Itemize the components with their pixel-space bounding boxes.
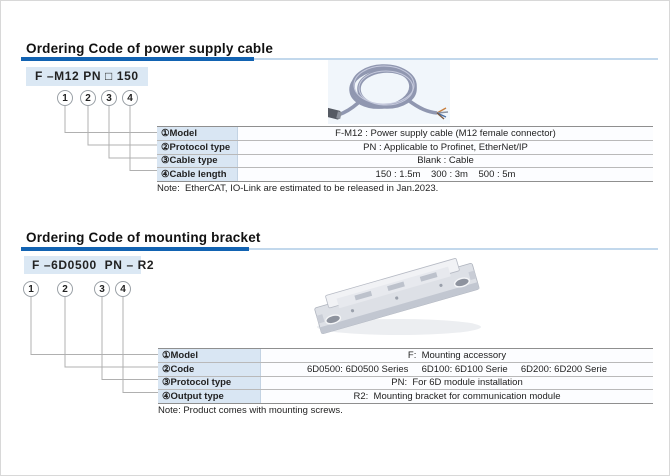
row-label: ④Cable length — [157, 168, 238, 181]
spec-table-bracket — [158, 348, 653, 404]
section-title-mounting-bracket: Ordering Code of mounting bracket — [26, 230, 261, 245]
row-value: 6D0500: 6D0500 Series 6D100: 6D100 Serie 6D200: 6D200 Serie — [307, 363, 607, 375]
ordering-code-box-bracket: F –6D0500 PN – R2 — [24, 256, 141, 274]
callout-circle-1: 1 — [23, 281, 39, 297]
callout-circle-4: 4 — [122, 90, 138, 106]
row-label: ④Output type — [158, 390, 261, 403]
row-label: ①Model — [157, 127, 238, 140]
power-supply-cable-image — [328, 60, 450, 124]
table-row — [158, 389, 653, 403]
row-label: ①Model — [158, 349, 261, 362]
mounting-bracket-image — [299, 255, 495, 343]
callout-circle-2: 2 — [80, 90, 96, 106]
table-row — [157, 154, 653, 168]
spec-table-cable — [157, 126, 653, 182]
table-row — [158, 376, 653, 390]
row-value: PN : Applicable to Profinet, EtherNet/IP — [363, 141, 528, 153]
callout-circle-4: 4 — [115, 281, 131, 297]
table-row — [157, 167, 653, 181]
callout-circle-3: 3 — [94, 281, 110, 297]
title-rule-light — [254, 58, 658, 60]
table-row — [157, 140, 653, 154]
callout-circle-2: 2 — [57, 281, 73, 297]
row-label: ②Code — [158, 363, 261, 376]
row-label: ②Protocol type — [157, 141, 238, 154]
title-rule-blue — [21, 247, 249, 251]
row-value: F: Mounting accessory — [407, 349, 507, 361]
ordering-code-box-cable: F –M12 PN □ 150 — [26, 67, 148, 86]
row-label: ③Cable type — [157, 155, 238, 168]
row-value: PN: For 6D module installation — [391, 377, 523, 389]
note-bracket: Note: Product comes with mounting screws. — [158, 405, 343, 416]
section-title-power-cable: Ordering Code of power supply cable — [26, 41, 274, 56]
callout-circle-1: 1 — [57, 90, 73, 106]
row-value: Blank : Cable — [417, 155, 474, 167]
title-rule-blue — [21, 57, 254, 61]
note-cable: Note: EtherCAT, IO-Link are estimated to be released in Jan.2023. — [157, 183, 439, 194]
row-value: F-M12 : Power supply cable (M12 female connector) — [335, 127, 556, 139]
row-value: 150 : 1.5m 300 : 3m 500 : 5m — [375, 169, 516, 181]
table-row — [157, 127, 653, 140]
row-label: ③Protocol type — [158, 377, 261, 390]
title-rule-light — [249, 248, 658, 250]
table-row — [158, 362, 653, 376]
row-value: R2: Mounting bracket for communication module — [353, 391, 561, 403]
table-row — [158, 349, 653, 362]
callout-circle-3: 3 — [101, 90, 117, 106]
